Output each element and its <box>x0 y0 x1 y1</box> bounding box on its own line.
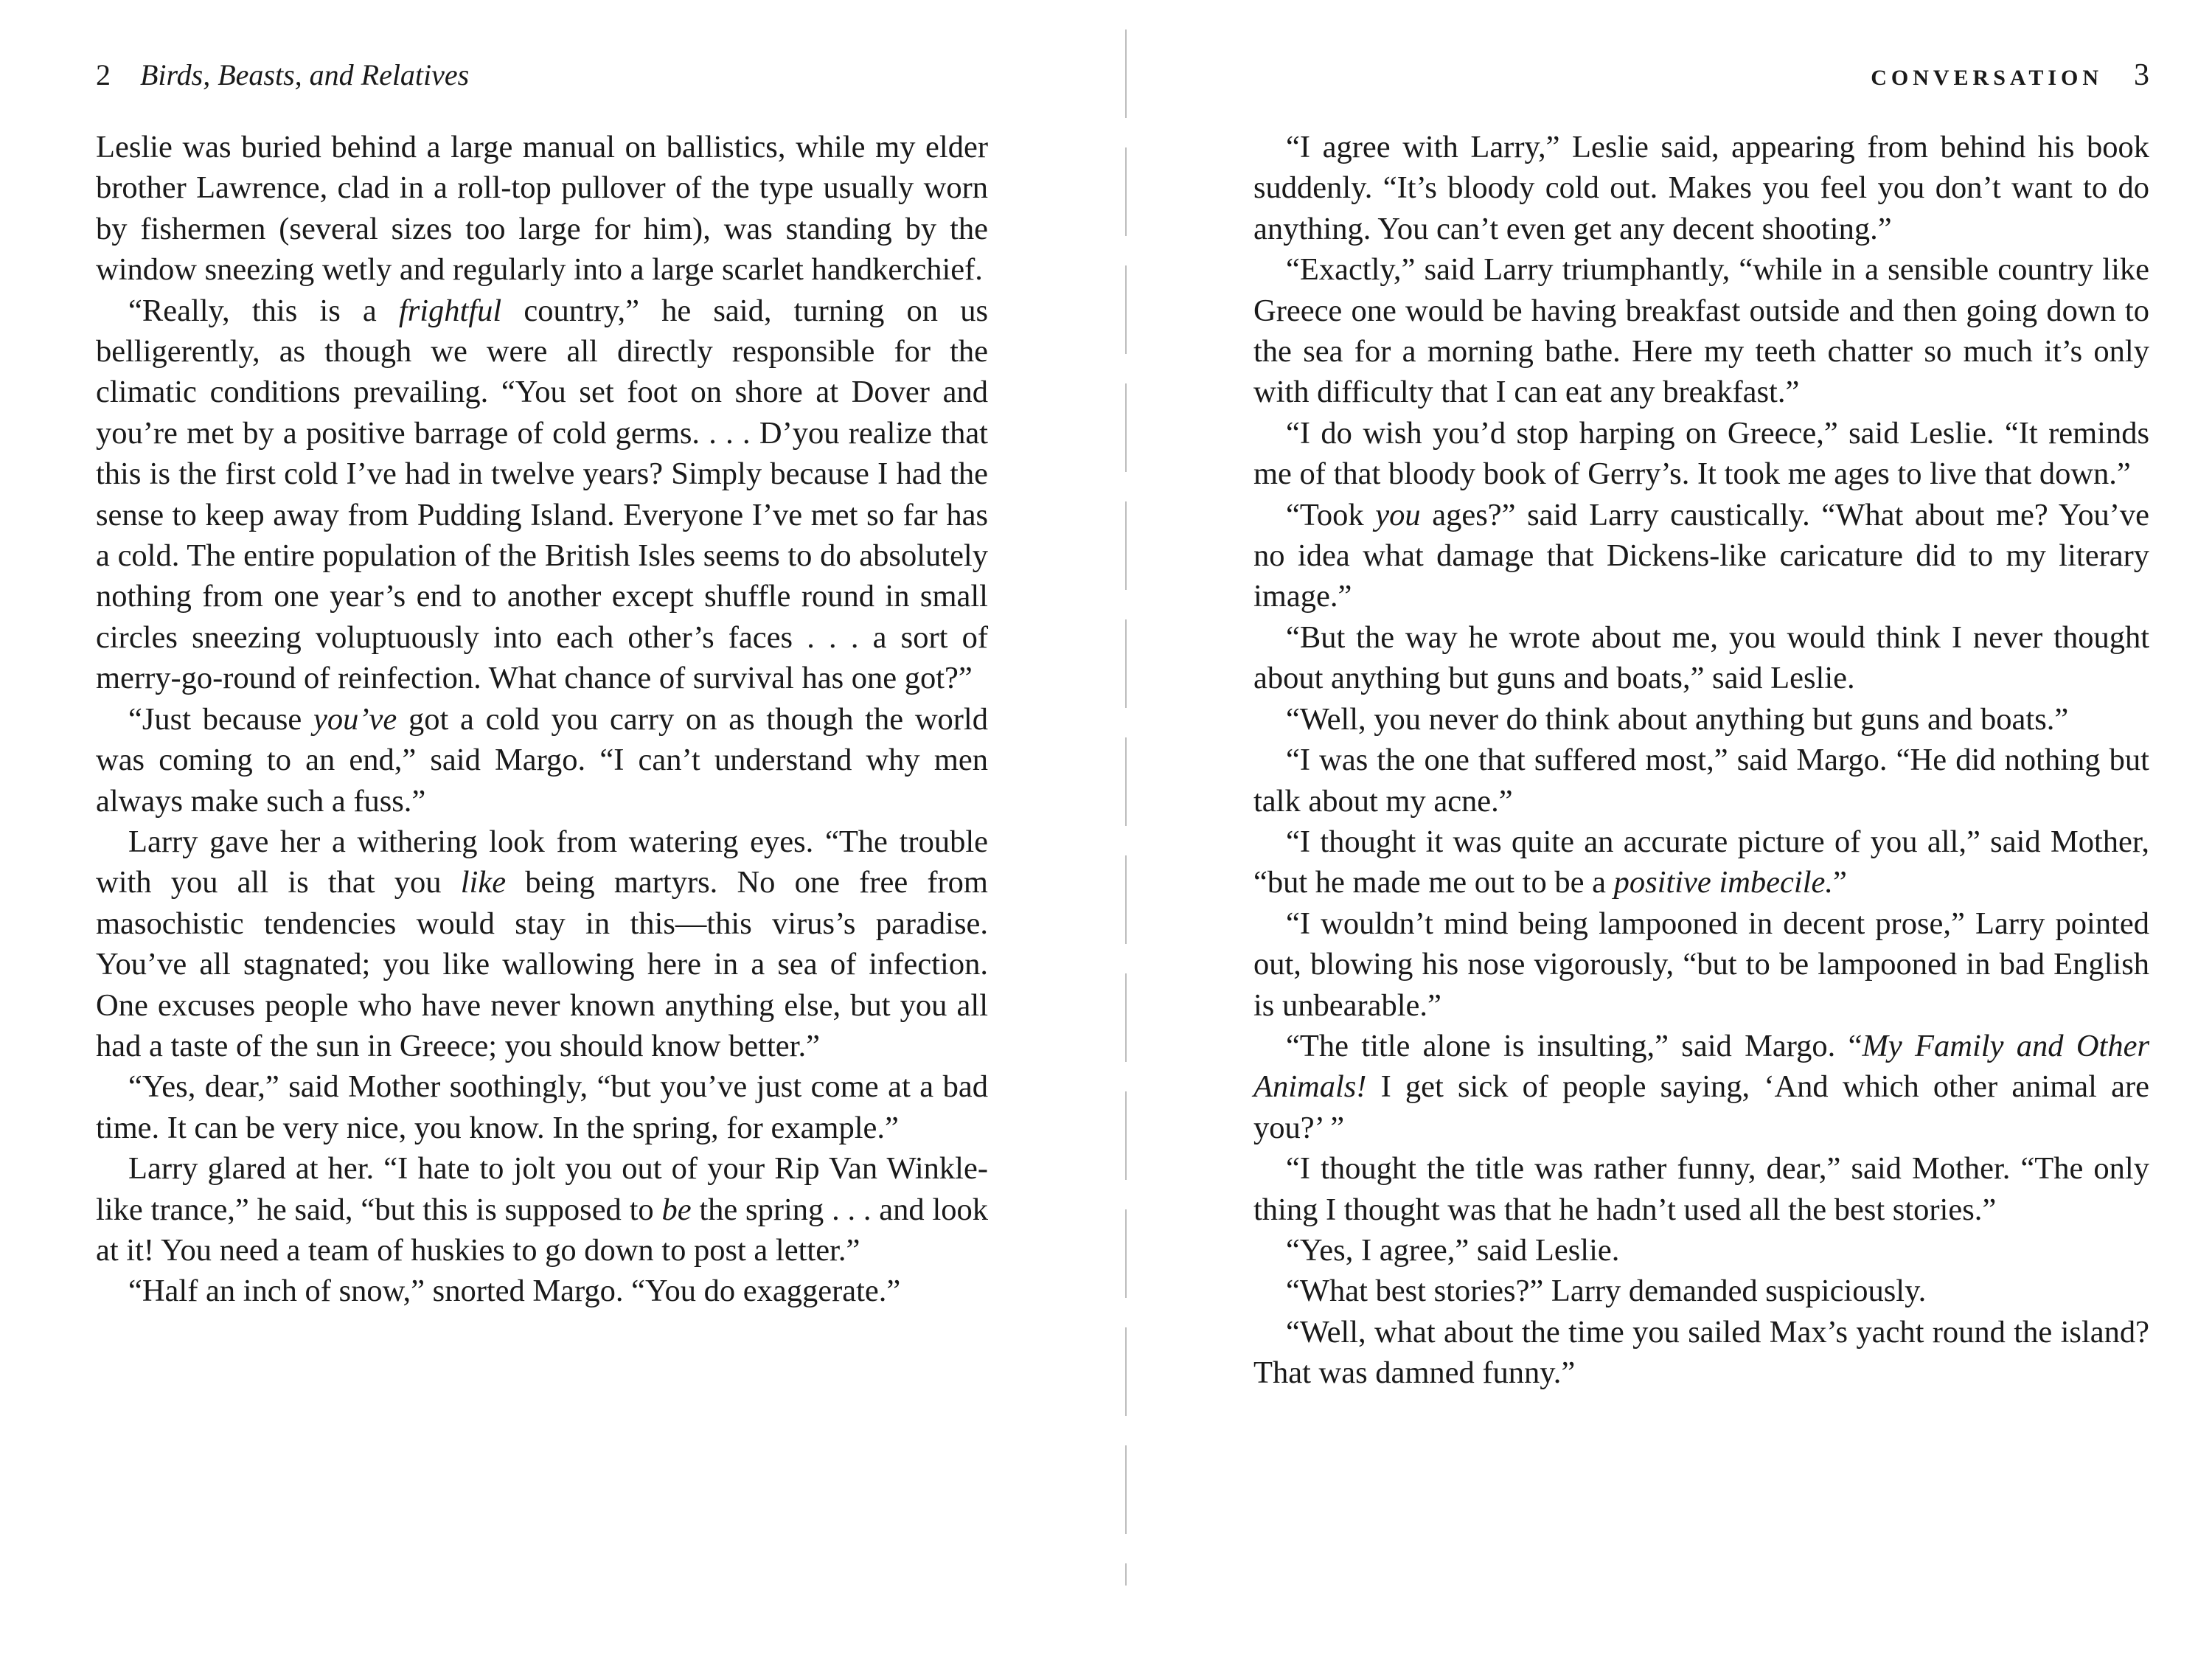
emphasis: be <box>661 1192 692 1227</box>
paragraph: “I thought the title was rather funny, dear,” said Mother. “The only thing I thought was that he hadn’t used all the best stories.” <box>1253 1151 2149 1227</box>
right-running-head <box>1253 53 2149 97</box>
gutter-line <box>1125 29 1127 1586</box>
emphasis: you <box>1375 497 1421 532</box>
paragraph: “Exactly,” said Larry triumphantly, “while in a sensible country like Greece one would be having breakfast outside and then going down to the sea for a morning bathe. Here my teeth chatter so much it’s only with difficulty that I can eat any breakfast.” <box>1253 252 2149 410</box>
emphasis: My Family and Other Animals! <box>1253 1028 2149 1105</box>
paragraph: “Yes, dear,” said Mother soothingly, “but you’ve just come at a bad time. It can be very nice, you know. In the spring, for example.” <box>96 1069 988 1145</box>
paragraph: Larry glared at her. “I hate to jolt you out of your Rip Van Winkle-like trance,” he said, “but this is supposed to be the spring . . . and look at it! You need a team of huskies to go down to post a letter.” <box>96 1151 988 1268</box>
paragraph: “Half an inch of snow,” snorted Margo. “You do exaggerate.” <box>128 1274 901 1309</box>
left-body-text <box>96 127 988 1312</box>
paragraph: “The title alone is insulting,” said Margo. “My Family and Other Animals! I get sick of people saying, ‘And which other animal are you?’ ” <box>1253 1028 2149 1145</box>
chapter-title: CONVERSATION <box>1871 66 2103 90</box>
paragraph: “Well, what about the time you sailed Max’s yacht round the island? That was damned funny.” <box>1253 1314 2149 1391</box>
emphasis: frightful <box>398 293 502 328</box>
paragraph: Larry gave her a withering look from watering eyes. “The trouble with you all is that you like being martyrs. No one free from masochistic tendencies would stay in this—this virus’s paradise. You’ve all stagnated; you like wallowing here in a sea of infection. One excuses people who have never known anything else, but you all had a taste of the sun in Greece; you should know better.” <box>96 824 988 1063</box>
book-title: Birds, Beasts, and Relatives <box>140 58 470 91</box>
paragraph: “What best stories?” Larry demanded suspiciously. <box>1286 1274 1927 1309</box>
paragraph: “Took you ages?” said Larry caustically. “What about me? You’ve no idea what damage that Dickens-like caricature did to my literary image.” <box>1253 497 2150 614</box>
paragraph: “I agree with Larry,” Leslie said, appearing from behind his book suddenly. “It’s bloody cold out. Makes you feel you don’t want to do anything. You can’t even get any decent shooting.” <box>1253 130 2149 246</box>
paragraph: “I was the one that suffered most,” said Margo. “He did nothing but talk about my acne.” <box>1253 743 2149 819</box>
page-number-left: 2 <box>96 58 111 91</box>
paragraph: “Just because you’ve got a cold you carry on as though the world was coming to an end,” said Margo. “I can’t understand why men always make such a fuss.” <box>96 701 988 819</box>
left-page <box>96 0 988 1674</box>
paragraph: “I do wish you’d stop harping on Greece,” said Leslie. “It reminds me of that bloody book of Gerry’s. It took me ages to live that down.” <box>1253 415 2149 492</box>
paragraph: “Yes, I agree,” said Leslie. <box>1286 1232 1620 1268</box>
page-number-right: 3 <box>2134 58 2149 92</box>
paragraph: “I thought it was quite an accurate picture of you all,” said Mother, “but he made me out to be a positive imbecile.” <box>1253 824 2149 900</box>
paragraph: Leslie was buried behind a large manual on ballistics, while my elder brother Lawrence, clad in a roll-top pullover of the type usually worn by fishermen (several sizes too large for him), was standing by the window sneezing wetly and regularly into a large scarlet handkerchief. <box>96 130 988 288</box>
emphasis: positive imbecile. <box>1613 865 1833 900</box>
right-page <box>1253 0 2149 1674</box>
emphasis: you’ve <box>313 701 397 737</box>
emphasis: like <box>460 865 507 900</box>
paragraph: “Really, this is a frightful country,” he said, turning on us belligerently, as though we were all directly responsible for the climatic conditions prevailing. “You set foot on shore at Dover and you’re met by a positive barrage of cold germs. . . . D’you realize that this is the first cold I’ve had in twelve years? Simply because I had the sense to keep away from Pudding Island. Everyone I’ve met so far has a cold. The entire population of the British Isles seems to do absolutely nothing from one year’s end to another except shuffle round in small circles sneezing voluptuously into each other’s faces . . . a sort of merry-go-round of reinfection. What chance of survival has one got?” <box>96 293 988 696</box>
paragraph: “But the way he wrote about me, you would think I never thought about anything but guns and boats,” said Leslie. <box>1253 619 2149 696</box>
paragraph: “Well, you never do think about anything but guns and boats.” <box>1286 701 2069 737</box>
paragraph: “I wouldn’t mind being lampooned in decent prose,” Larry pointed out, blowing his nose vigorously, “but to be lampooned in bad English is unbearable.” <box>1253 906 2149 1023</box>
right-body-text <box>1253 127 2149 1394</box>
left-running-head <box>96 53 988 97</box>
